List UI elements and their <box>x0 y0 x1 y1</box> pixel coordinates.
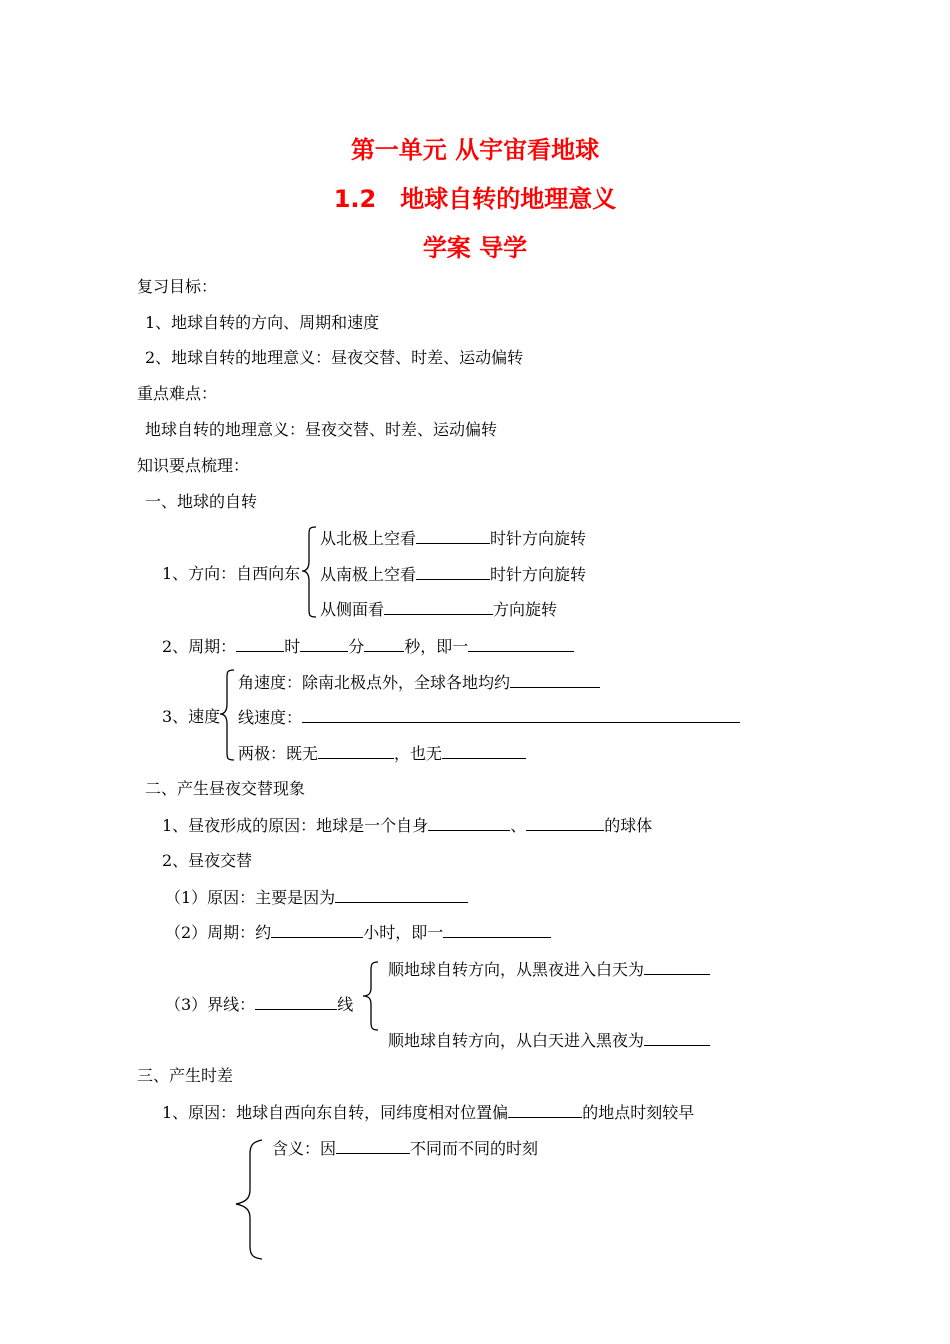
key-heading: 重点难点： <box>137 384 218 403</box>
direction-brace <box>300 525 320 619</box>
sec1-heading: 一、地球的自转 <box>145 492 258 511</box>
blank-field[interactable] <box>335 887 468 903</box>
blank-field[interactable] <box>255 994 337 1010</box>
guide-title: 学案 导学 <box>422 234 528 262</box>
unit-title: 第一单元 从宇宙看地球 <box>350 136 600 164</box>
blank-field[interactable] <box>416 528 490 544</box>
blank-field[interactable] <box>336 1138 410 1154</box>
boundary-brace <box>360 960 380 1032</box>
sec3-heading: 三、产生时差 <box>137 1066 234 1085</box>
blank-field[interactable] <box>271 922 363 938</box>
blank-field[interactable] <box>318 743 394 759</box>
sec2-alternation: 2、昼夜交替 <box>162 851 253 870</box>
blank-field[interactable] <box>302 707 740 723</box>
boundary-dawn: 顺地球自转方向，从白天进入黑夜为 <box>388 1030 710 1051</box>
sec3-meaning: 含义：因 不同而不同的时刻 <box>272 1139 539 1158</box>
blank-field[interactable] <box>428 815 510 831</box>
blank-field[interactable] <box>510 672 600 688</box>
blank-field[interactable] <box>526 815 604 831</box>
direction-label: 1、方向：自西向东 <box>162 564 301 583</box>
blank-field[interactable] <box>300 636 348 652</box>
blank-field[interactable] <box>443 922 551 938</box>
boundary-dusk: 顺地球自转方向，从黑夜进入白天为 <box>388 959 710 980</box>
knowledge-heading: 知识要点梳理： <box>137 456 250 475</box>
blank-field[interactable] <box>644 1030 710 1046</box>
key-text: 地球自转的地理意义：昼夜交替、时差、运动偏转 <box>145 420 498 439</box>
blank-field[interactable] <box>508 1102 582 1118</box>
sec2-cause: 1、昼夜形成的原因：地球是一个自身 、 的球体 <box>162 816 653 835</box>
blank-field[interactable] <box>236 636 284 652</box>
sec2-heading: 二、产生昼夜交替现象 <box>145 779 306 798</box>
sec2-boundary: （3）界线： 线 <box>165 995 354 1014</box>
direction-north: 从北极上空看 时针方向旋转 <box>320 529 587 548</box>
sec2-reason: （1）原因：主要是因为 <box>165 887 468 908</box>
blank-field[interactable] <box>384 599 493 615</box>
blank-field[interactable] <box>644 959 710 975</box>
direction-south: 从南极上空看 时针方向旋转 <box>320 565 587 584</box>
speed-poles: 两极：既无 ，也无 <box>238 743 526 764</box>
blank-field[interactable] <box>442 743 526 759</box>
speed-angular: 角速度：除南北极点外，全球各地均约 <box>238 672 600 693</box>
blank-field[interactable] <box>364 636 404 652</box>
direction-side: 从侧面看 方向旋转 <box>320 600 558 619</box>
speed-brace <box>218 668 238 762</box>
review-item-1: 1、地球自转的方向、周期和速度 <box>145 313 380 332</box>
blank-field[interactable] <box>468 636 574 652</box>
time-brace <box>232 1138 266 1260</box>
lesson-title: 1.2 地球自转的地理意义 <box>333 185 617 213</box>
review-heading: 复习目标： <box>137 277 218 296</box>
period-line: 2、周期： 时 分 秒，即一 <box>162 636 574 657</box>
sec3-cause: 1、原因：地球自西向东自转，同纬度相对位置偏 的地点时刻较早 <box>162 1103 695 1122</box>
review-item-2: 2、地球自转的地理意义：昼夜交替、时差、运动偏转 <box>145 348 524 367</box>
sec2-period: （2）周期：约 小时，即一 <box>165 922 551 943</box>
speed-linear: 线速度： <box>238 707 740 728</box>
speed-label: 3、速度 <box>162 707 221 726</box>
blank-field[interactable] <box>416 564 490 580</box>
